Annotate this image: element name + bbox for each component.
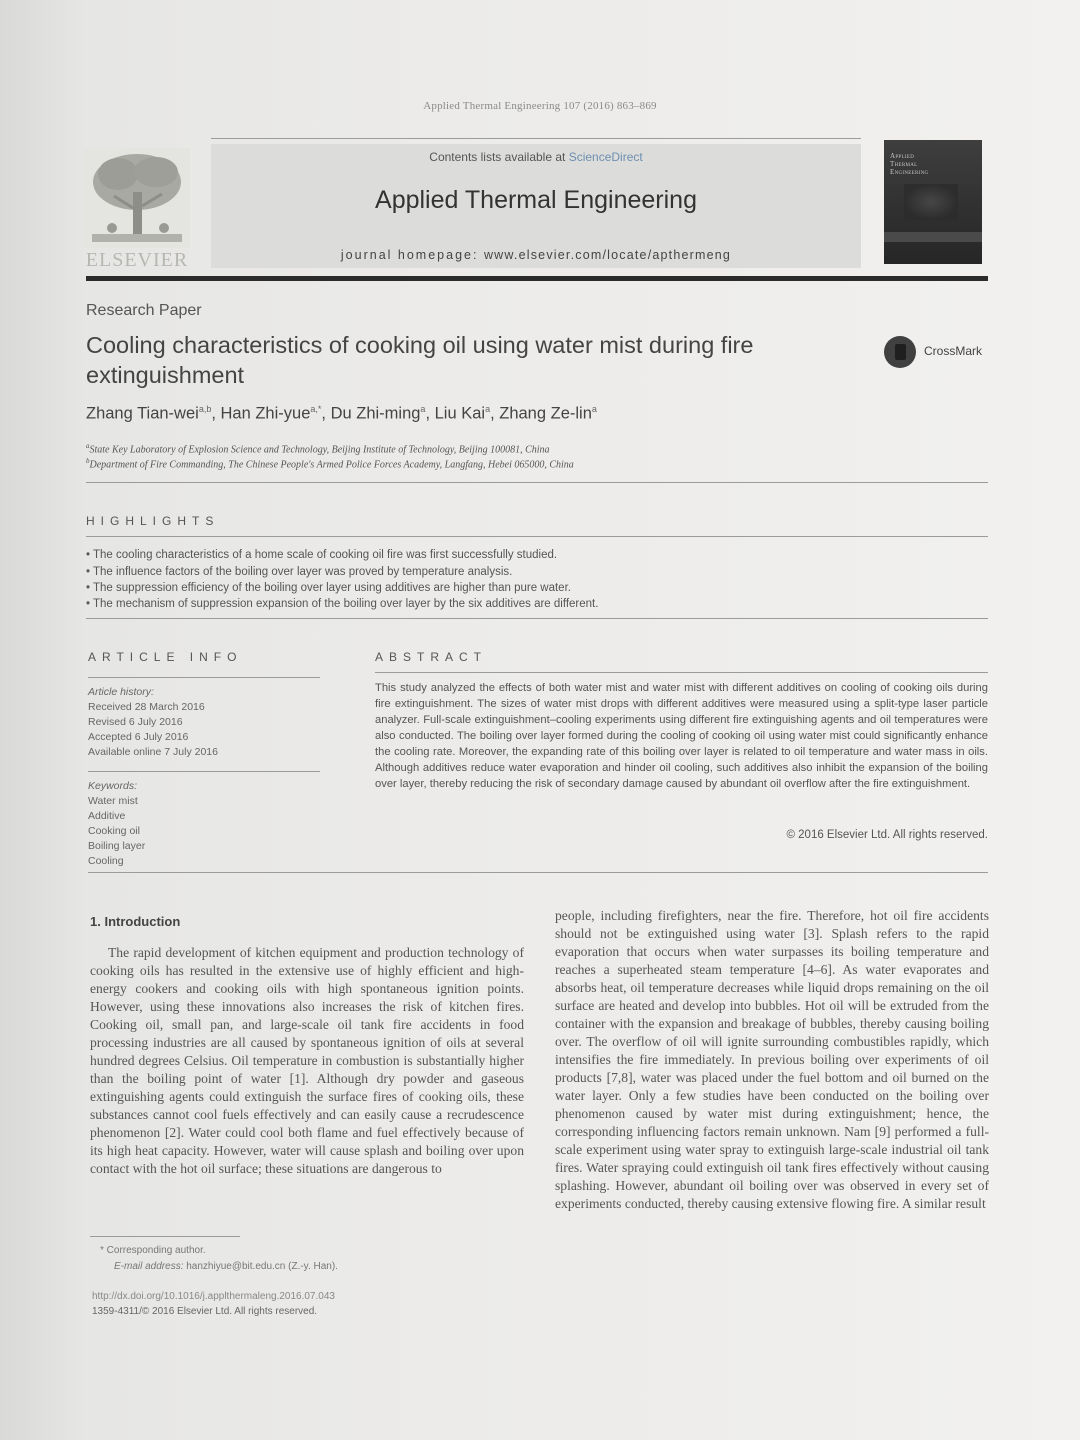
- cover-title-line: Engineering: [890, 168, 929, 176]
- author-affil-mark: a: [485, 404, 491, 414]
- footnote-corresponding: * Corresponding author.: [100, 1245, 206, 1256]
- crossmark-icon: [884, 336, 916, 368]
- affiliation: [86, 442, 886, 455]
- elsevier-wordmark: ELSEVIER: [85, 249, 189, 271]
- divider: [88, 677, 320, 678]
- crossmark-label: CrossMark: [924, 344, 983, 358]
- divider: [86, 482, 988, 483]
- abstract-copyright: © 2016 Elsevier Ltd. All rights reserved.: [786, 829, 988, 841]
- keywords-label: Keywords:: [88, 780, 138, 792]
- author-affil-mark: a: [591, 404, 597, 414]
- author-name[interactable]: Han Zhi-yue: [220, 404, 311, 423]
- elsevier-logo: [84, 148, 190, 272]
- highlight-item: • The influence factors of the boiling over layer was proved by temperature analysis.: [86, 566, 513, 578]
- email-label: E-mail address:: [114, 1261, 184, 1272]
- cover-title: [890, 152, 928, 176]
- highlight-item: • The mechanism of suppression expansion of the boiling over layer by the six additives are different.: [86, 598, 599, 610]
- doi-link[interactable]: http://dx.doi.org/10.1016/j.applthermaleng.2016.07.043: [92, 1291, 335, 1302]
- author-name[interactable]: Liu Kai: [434, 404, 486, 423]
- highlight-text: The influence factors of the boiling over layer was proved by temperature analysis.: [93, 566, 513, 578]
- history-item: Revised 6 July 2016: [88, 716, 183, 728]
- cover-band: [884, 232, 982, 242]
- affiliation-mark: b: [86, 457, 90, 465]
- abstract-text: This study analyzed the effects of both water mist and water mist with different additives on cooling of cooking oils during fire extinguishment. The sizes of water mist drops with different additives were measured using a split-type laser particle analyzer. Full-scale extinguishment–cooling experiments using different fire extinguishing agents and oil temperatures were also conducted. The boiling over layer formed during the cooling of cooking oil using water mist could significantly enhance the cooling rate. Moreover, the expanding rate of this boiling over layer is related to oil temperature and water mass in oils. Although additives reduce water evaporation and hinder oil cooling, such additives also inhibit the expansion of the boiling over layer, thereby reducing the risk of secondary damage caused by abundant oil overflow after the fire extinguishment.: [375, 682, 988, 790]
- keyword-item[interactable]: Additive: [88, 810, 126, 822]
- keyword-item[interactable]: Cooking oil: [88, 825, 140, 837]
- author-list: Zhang Tian-wei$^{a,b}$, Han Zhi-yue$^{a,*}$, Du Zhi-ming$^a$, Liu Kai$^a$, Zhang Ze-lin$^a$: [86, 404, 597, 423]
- highlights-heading: HIGHLIGHTS: [86, 514, 220, 528]
- divider: [88, 771, 320, 772]
- divider: [86, 536, 988, 537]
- homepage-link[interactable]: www.elsevier.com/locate/apthermeng: [483, 248, 732, 262]
- journal-title: Applied Thermal Engineering: [375, 186, 697, 214]
- cover-title-line: Applied: [890, 152, 915, 160]
- history-item: Accepted 6 July 2016: [88, 731, 189, 743]
- footnote-email: [114, 1261, 338, 1272]
- highlight-text: The mechanism of suppression expansion of the boiling over layer by the six additives are different.: [93, 598, 599, 610]
- affiliation-mark: a: [86, 442, 90, 450]
- article-history: [88, 685, 218, 760]
- article-info-heading: ARTICLE INFO: [88, 650, 243, 664]
- homepage-prefix: journal homepage:: [340, 248, 484, 262]
- history-item: Received 28 March 2016: [88, 701, 205, 713]
- abstract-heading: ABSTRACT: [375, 650, 488, 664]
- body-text-right-column: people, including firefighters, near the fire. Therefore, hot oil fire accidents should not be extinguished using water [3]. Splash refers to the rapid evaporation that occurs when water surpasses its boiling temperature and reaches a superheated steam temperature [4–6]. As water evaporates and absorbs heat, oil temperature decreases while liquid drops remaining on the oil surface are heated and develop into bubbles. Hot oil will be extruded from the container with the expansion and breakage of bubbles, thereby causing boiling over. The overflow of oil will ignite surrounding combustibles rapidly, which intensifies the fire immediately. In previous boiling over experiments of oil products [7,8], water was placed under the fuel bottom and oil burned on the water layer. Only a few studies have been conducted on the boiling over phenomenon caused by water mist during extinguishment; hence, the corresponding influencing factors remain unknown. Nam [9] performed a full-scale experiment using water spray to extinguish large-scale industrial oil tank fires. Water spraying could extinguish oil tank fires effectively without causing splashing. However, abundant oil boiling over was observed in every set of experiments conducted, thereby causing extensive flowing fire. A similar result: [555, 908, 989, 1211]
- article-title: Cooling characteristics of cooking oil using water mist during fire extinguishment: [86, 332, 754, 388]
- email-link[interactable]: hanzhiyue@bit.edu.cn (Z.-y. Han).: [186, 1261, 338, 1272]
- journal-homepage: [211, 248, 861, 262]
- keyword-item[interactable]: Boiling layer: [88, 840, 146, 852]
- elsevier-tree-icon: [84, 148, 190, 248]
- highlight-item: • The cooling characteristics of a home scale of cooking oil fire was first successfully studied.: [86, 549, 558, 561]
- journal-cover-thumbnail: [884, 140, 982, 264]
- article-type: Research Paper: [86, 302, 202, 319]
- keywords-list: [88, 779, 145, 869]
- author-name[interactable]: Zhang Tian-wei: [86, 404, 199, 423]
- highlight-item: • The suppression efficiency of the boiling over layer using additives are higher than pure water.: [86, 582, 571, 594]
- history-item: Available online 7 July 2016: [88, 746, 218, 758]
- keyword-item[interactable]: Water mist: [88, 795, 138, 807]
- crossmark-button[interactable]: [884, 336, 994, 368]
- highlight-text: The suppression efficiency of the boiling over layer using additives are higher than pure water.: [93, 582, 571, 594]
- divider: [88, 872, 988, 873]
- contents-prefix: Contents lists available at: [429, 150, 569, 164]
- author-affil-mark: a,b: [198, 404, 212, 414]
- section-heading: 1. Introduction: [90, 914, 181, 929]
- author-affil-mark: a: [420, 404, 426, 414]
- sciencedirect-link[interactable]: ScienceDirect: [568, 150, 643, 164]
- body-text-left-column: The rapid development of kitchen equipment and production technology of cooking oils has resulted in the extensive use of highly efficient and high-energy cookers and cooking oils with high spontaneous ignition points. However, using these innovations also increases the risk of kitchen fires. Cooking oil, small pan, and large-scale oil tank fire accidents in food processing industries are all caused by spontaneous ignition of oils at several hundred degrees Celsius. Oil temperature in combustion is substantially higher than the boiling point of water [1]. Although dry powder and gaseous extinguishing agents could extinguish the surface fires of cooking oils, these substances cannot cool fuels effectively and can easily cause a recrudescence phenomenon [2]. Water could cool both flame and fuel effectively because of its high heat capacity. However, water will cause splash and boiling over upon contact with the hot oil surface; these situations are dangerous to: [90, 945, 524, 1176]
- highlight-text: The cooling characteristics of a home scale of cooking oil fire was first successfully studied.: [93, 549, 558, 561]
- author-affil-mark: a,*: [310, 404, 322, 414]
- affiliation: [86, 457, 886, 470]
- divider: [86, 618, 988, 619]
- header-top-rule: [211, 138, 861, 139]
- journal-citation: Applied Thermal Engineering 107 (2016) 863–869: [423, 100, 657, 112]
- keyword-item[interactable]: Cooling: [88, 855, 124, 867]
- author-name[interactable]: Du Zhi-ming: [330, 404, 421, 423]
- history-label: Article history:: [88, 686, 154, 698]
- author-name[interactable]: Zhang Ze-lin: [499, 404, 592, 423]
- issn-line: 1359-4311/© 2016 Elsevier Ltd. All rights reserved.: [92, 1306, 318, 1317]
- header-bottom-rule: [86, 276, 988, 281]
- cover-image: [904, 184, 958, 220]
- cover-title-line: Thermal: [890, 160, 918, 168]
- footnote-rule: [90, 1236, 240, 1237]
- contents-line: [211, 150, 861, 164]
- divider: [375, 672, 988, 673]
- affiliation-text: Department of Fire Commanding, The Chinese People's Armed Police Forces Academy, Langfang, Hebei 065000, China: [89, 459, 574, 471]
- affiliation-text: State Key Laboratory of Explosion Science and Technology, Beijing Institute of Technology, Beijing 100081, China: [89, 444, 550, 456]
